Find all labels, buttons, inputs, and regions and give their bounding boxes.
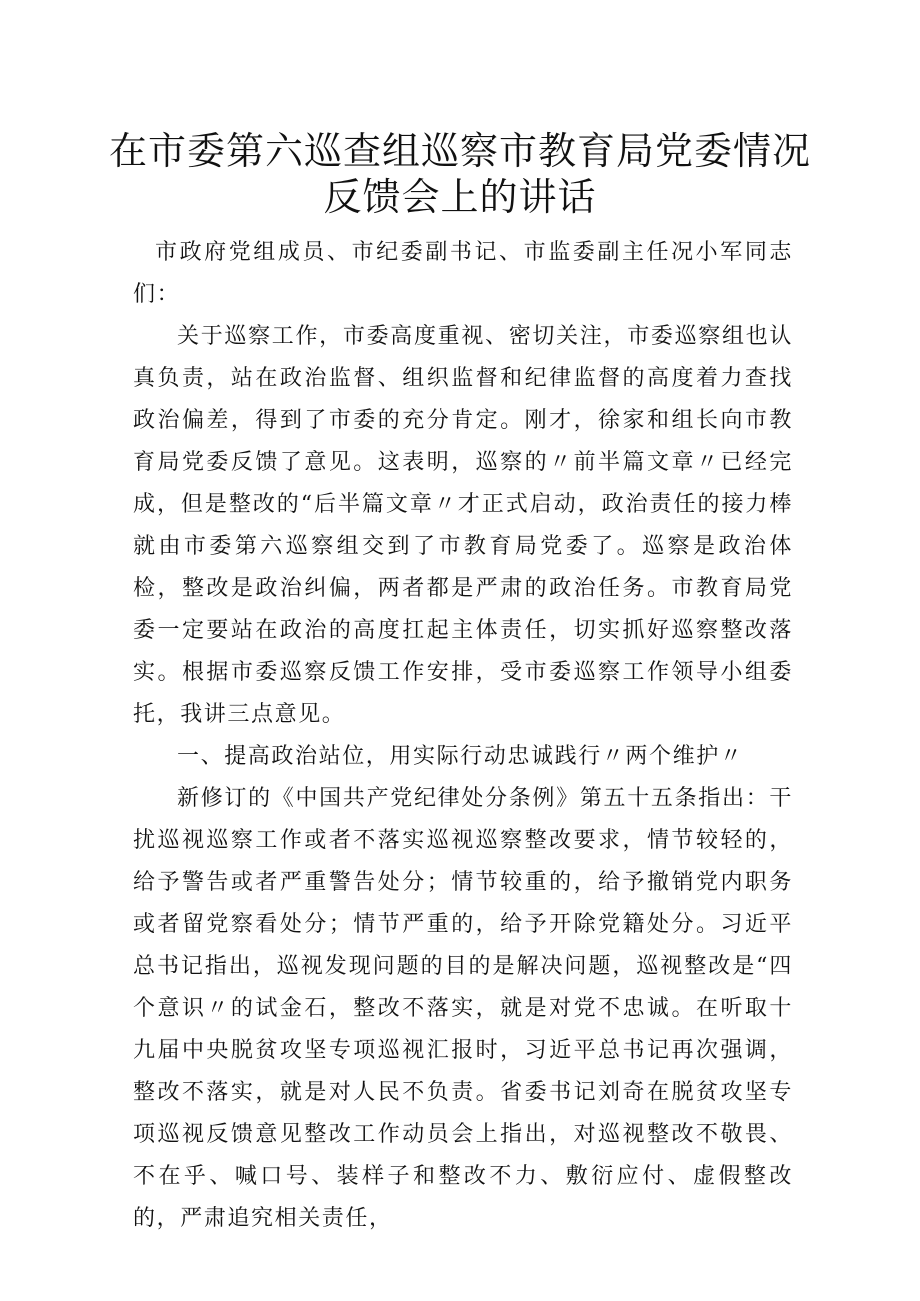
paragraph-regulation: 新修订的《中国共产党纪律处分条例》第五十五条指出：干扰巡视巡察工作或者不落实巡视巡察整改要求，情节较轻的，给予警告或者严重警告处分；情节较重的，给予撤销党内职务或者留党察看处分；情节严重的，给予开除党籍处分。习近平总书记指出，巡视发现问题的目的是解决问题，巡视整改是“四个意识〃的试金石，整改不落实，就是对党不忠诚。在听取十九届中央脱贫攻坚专项巡视汇报时，习近平总书记再次强调，整改不落实，就是对人民不负责。省委书记刘奇在脱贫攻坚专项巡视反馈意见整改工作动员会上指出，对巡视整改不敬畏、不在乎、喊口号、装样子和整改不力、敷衍应付、虚假整改的，严肃追究相关责任，	[133, 786, 793, 1231]
paragraph-intro: 关于巡察工作，市委高度重视、密切关注，市委巡察组也认真负责，站在政治监督、组织监督和纪律监督的高度着力查找政治偏差，得到了市委的充分肯定。刚才，徐家和组长向市教育局党委反馈了意见。这表明，巡察的〃前半篇文章〃已经完成，但是整改的“后半篇文章〃才正式启动，政治责任的接力棒就由市委第六巡察组交到了市教育局党委了。巡察是政治体检，整改是政治纠偏，两者都是严肃的政治任务。市教育局党委一定要站在政治的高度扛起主体责任，切实抓好巡察整改落实。根据市委巡察反馈工作安排，受市委巡察工作领导小组委托，我讲三点意见。	[133, 324, 793, 727]
salutation: 市政府党组成员、市纪委副书记、市监委副主任况小军同志们：	[133, 240, 793, 307]
document-body	[133, 232, 793, 1240]
section-heading-1: 一、提高政治站位，用实际行动忠诚践行〃两个维护〃	[177, 744, 744, 769]
document-title: 在市委第六巡查组巡察市教育局党委情况反馈会上的讲话	[108, 129, 811, 219]
